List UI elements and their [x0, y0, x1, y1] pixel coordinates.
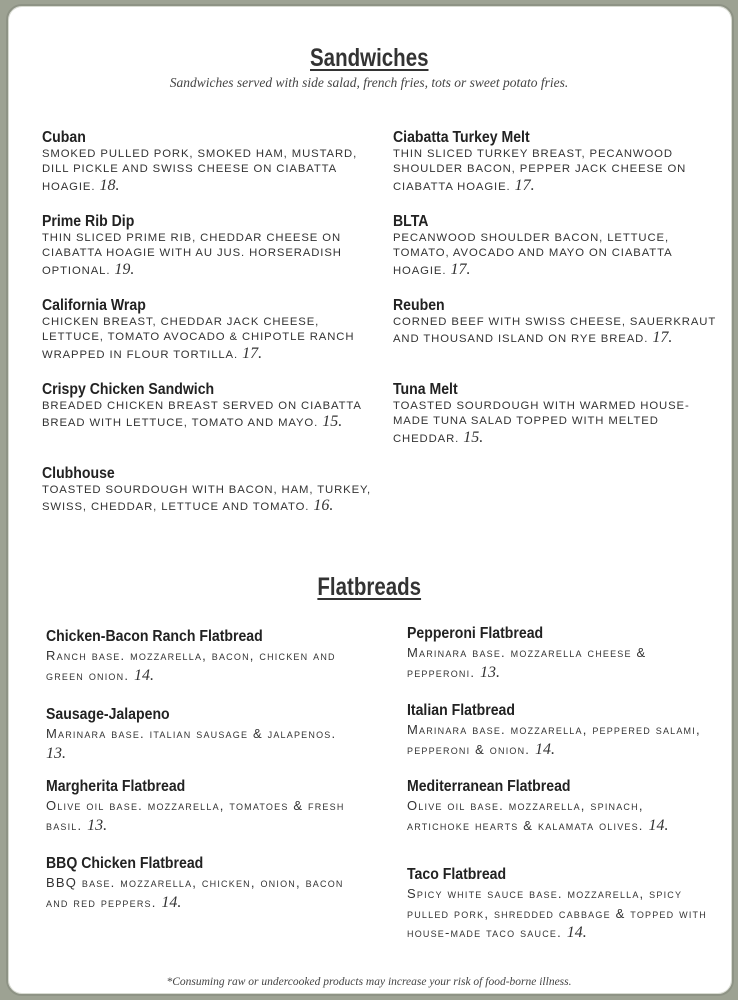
- menu-item: [393, 128, 723, 195]
- menu-item: [42, 212, 372, 279]
- item-description: [42, 231, 372, 279]
- item-description-text: CHICKEN BREAST, CHEDDAR JACK CHEESE, LETTUCE, TOMATO AVOCADO & CHIPOTLE RANCH WRAPPED IN FLOUR TORTILLA.: [42, 316, 355, 361]
- item-price: 13.: [46, 744, 66, 762]
- item-price: 13.: [479, 663, 500, 681]
- item-price: 17.: [652, 329, 673, 347]
- menu-item: [393, 212, 723, 279]
- item-price: 14.: [648, 816, 669, 834]
- item-price: 14.: [534, 740, 555, 758]
- item-name: Ciabatta Turkey Melt: [393, 129, 530, 146]
- item-price: 16.: [313, 497, 334, 515]
- item-price: 14.: [161, 893, 182, 911]
- item-description: [393, 315, 723, 348]
- item-price: 13.: [87, 816, 108, 834]
- flatbreads-heading: Flatbreads: [317, 573, 421, 601]
- item-name: California Wrap: [42, 297, 146, 314]
- item-name: Chicken-Bacon Ranch Flatbread: [46, 628, 263, 645]
- item-price: 14.: [133, 666, 154, 684]
- item-price: 18.: [99, 176, 120, 194]
- item-description-text: BREADED CHICKEN BREAST SERVED ON CIABATTA BREAD WITH LETTUCE, TOMATO AND MAYO.: [42, 400, 362, 430]
- item-description: [46, 724, 346, 763]
- item-name: Cuban: [42, 129, 86, 146]
- item-description: [407, 796, 707, 835]
- menu-item: [407, 865, 707, 943]
- footer-disclaimer: *Consuming raw or undercooked products may increase your risk of food-borne illness.: [166, 976, 572, 988]
- menu-item: [42, 464, 372, 516]
- item-name: Pepperoni Flatbread: [407, 625, 544, 642]
- item-description-text: SMOKED PULLED PORK, SMOKED HAM, MUSTARD, DILL PICKLE AND SWISS CHEESE ON CIABATTA HOAGIE.: [42, 148, 358, 193]
- menu-item: [393, 380, 723, 447]
- item-description: [42, 399, 372, 432]
- item-description: [46, 796, 346, 835]
- item-description-text: THIN SLICED TURKEY BREAST, PECANWOOD SHOULDER BACON, PEPPER JACK CHEESE ON CIABATTA HOAGIE.: [393, 148, 687, 193]
- item-description-text: Olive oil base. mozzarella, tomatoes & fresh basil.: [46, 798, 345, 833]
- item-description: [407, 720, 707, 759]
- menu-item: [42, 380, 372, 432]
- item-description-text: BBQ base. mozzarella, chicken, onion, bacon and red peppers.: [46, 875, 344, 910]
- item-name: Crispy Chicken Sandwich: [42, 381, 215, 398]
- item-description-text: Spicy white sauce base. mozzarella, spicy pulled pork, shredded cabbage & topped with house-made taco sauce.: [407, 886, 707, 940]
- item-price: 14.: [566, 924, 587, 941]
- item-description-text: THIN SLICED PRIME RIB, CHEDDAR CHEESE ON CIABATTA HOAGIE WITH AU JUS. HORSERADISH OPTIONAL.: [42, 232, 342, 277]
- item-description: [42, 315, 372, 363]
- item-name: Reuben: [393, 297, 445, 314]
- menu-item: [407, 624, 707, 682]
- item-description: [46, 873, 346, 912]
- item-description: [407, 884, 707, 943]
- item-description-text: Marinara base. italian sausage & jalapenos.: [46, 726, 337, 741]
- item-description: [393, 231, 723, 279]
- sandwiches-subtitle: Sandwiches served with side salad, french fries, tots or sweet potato fries.: [169, 75, 569, 90]
- item-description-text: TOASTED SOURDOUGH WITH WARMED HOUSE-MADE TUNA SALAD TOPPED WITH MELTED CHEDDAR.: [393, 400, 690, 445]
- menu-item: [42, 128, 372, 195]
- item-price: 17.: [242, 344, 263, 362]
- menu-item: [407, 777, 707, 835]
- sandwiches-heading: Sandwiches: [309, 44, 429, 72]
- item-name: Sausage-Jalapeno: [46, 706, 170, 723]
- item-name: Italian Flatbread: [407, 702, 515, 719]
- item-name: Tuna Melt: [393, 381, 458, 398]
- item-description: [46, 646, 346, 685]
- item-description: [393, 399, 723, 447]
- item-description: [42, 147, 372, 195]
- item-name: Clubhouse: [42, 465, 115, 482]
- menu-item: [393, 296, 723, 348]
- item-name: Mediterranean Flatbread: [407, 778, 571, 795]
- item-name: Prime Rib Dip: [42, 213, 135, 230]
- item-description: [42, 483, 372, 516]
- item-description: [393, 147, 723, 195]
- item-name: BLTA: [393, 213, 429, 230]
- item-price: 17.: [450, 260, 471, 278]
- menu-item: [407, 701, 707, 759]
- item-description-text: Marinara base. mozzarella, peppered salami, pepperoni & onion.: [407, 722, 701, 757]
- item-description-text: CORNED BEEF WITH SWISS CHEESE, SAUERKRAUT AND THOUSAND ISLAND ON RYE BREAD.: [393, 316, 716, 346]
- item-description-text: Marinara base. mozzarella cheese & pepperoni.: [407, 645, 647, 680]
- menu-item: [46, 705, 346, 763]
- item-price: 17.: [514, 176, 535, 194]
- menu-item: [46, 777, 346, 835]
- menu-item: [42, 296, 372, 363]
- item-description: [407, 643, 707, 682]
- item-name: Taco Flatbread: [407, 866, 507, 883]
- item-price: 15.: [463, 428, 484, 446]
- item-name: Margherita Flatbread: [46, 778, 186, 795]
- menu-item: [46, 854, 346, 912]
- item-description-text: Ranch base. mozzarella, bacon, chicken and green onion.: [46, 648, 336, 683]
- item-description-text: PECANWOOD SHOULDER BACON, LETTUCE, TOMATO, AVOCADO AND MAYO ON CIABATTA HOAGIE.: [393, 232, 672, 277]
- item-name: BBQ Chicken Flatbread: [46, 855, 204, 872]
- menu-item: [46, 627, 346, 685]
- item-price: 19.: [114, 260, 135, 278]
- item-description-text: TOASTED SOURDOUGH WITH BACON, HAM, TURKEY, SWISS, CHEDDAR, LETTUCE AND TOMATO.: [42, 484, 372, 514]
- item-description-text: Olive oil base. mozzarella, spinach, artichoke hearts & kalamata olives.: [407, 798, 644, 833]
- item-price: 15.: [322, 413, 343, 431]
